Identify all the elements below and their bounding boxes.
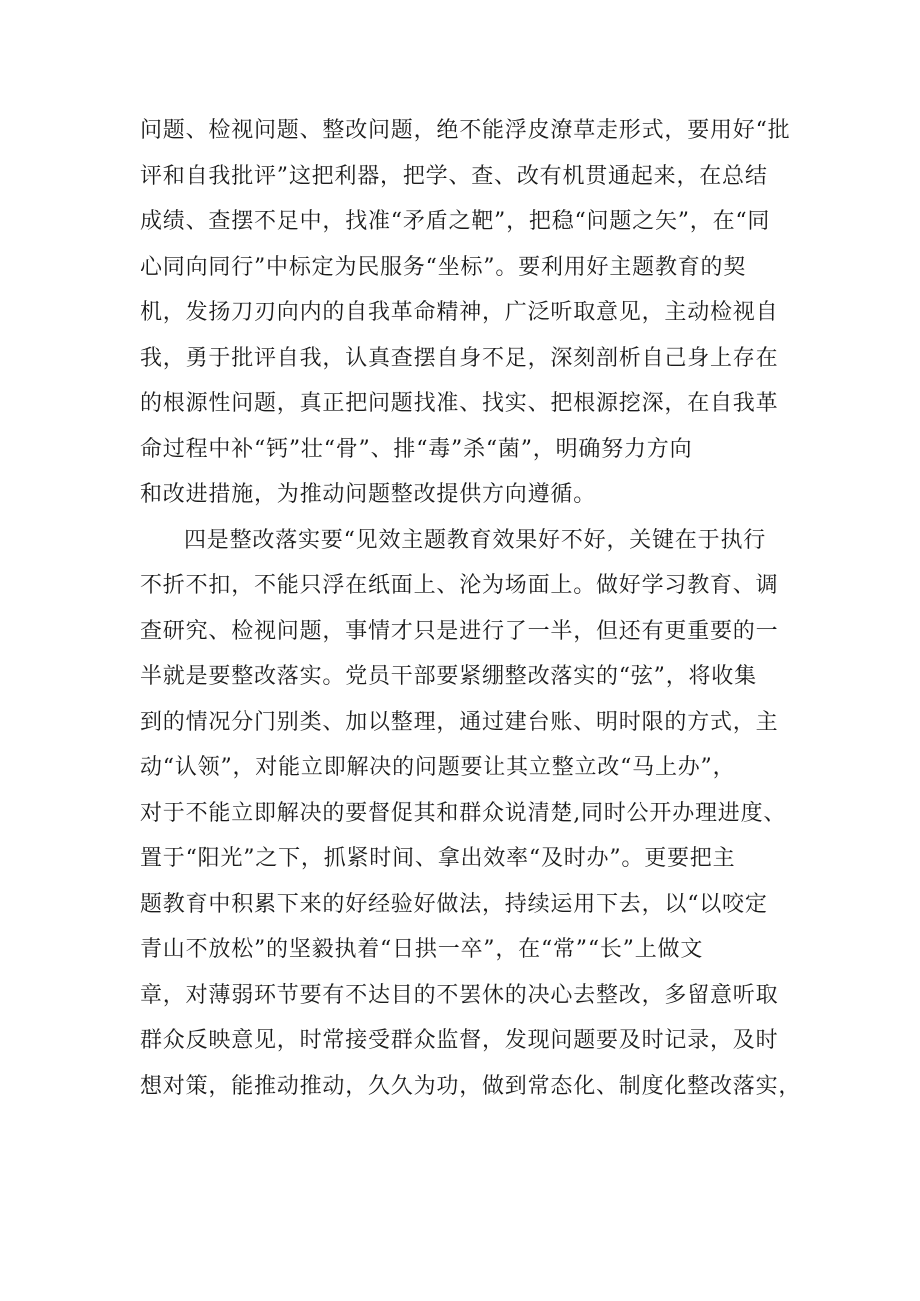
- paragraph-line: 评和自我批评”这把利器，把学、查、改有机贯通起来，在总结: [140, 163, 768, 189]
- paragraph-line: 题教育中积累下来的好经验好做法，持续运用下去，以“以咬定: [140, 891, 768, 917]
- paragraph-line: 我，勇于批评自我，认真查摆自身不足，深刻剖析自己身上存在: [140, 345, 779, 371]
- paragraph-line: 动“认领”，对能立即解决的问题要让其立整立改“马上办”，: [140, 755, 736, 780]
- paragraph-line: 想对策，能推动推动，久久为功，做到常态化、制度化整改落实，: [140, 1073, 802, 1099]
- paragraph-line: 到的情况分门别类、加以整理，通过建台账、明时限的方式，主: [140, 709, 779, 735]
- paragraph-line: 机，发扬刀刃向内的自我革命精神，广泛听取意见，主动检视自: [140, 300, 779, 325]
- paragraph-line: 四是整改落实要“见效主题教育效果好不好，关键在于执行: [184, 527, 767, 553]
- paragraph-line: 对于不能立即解决的要督促其和群众说清楚,同时公开办理进度、: [140, 800, 787, 826]
- paragraph-line: 成绩、查摆不足中，找准“矛盾之靶”，把稳“问题之矢”，在“同: [140, 209, 771, 234]
- paragraph-line: 青山不放松”的坚毅执着“日拱一卒”，在“常”“长”上做文: [140, 937, 704, 962]
- paragraph-line: 不折不扣，不能只浮在纸面上、沦为场面上。做好学习教育、调: [140, 573, 779, 598]
- paragraph-line: 群众反映意见，时常接受群众监督，发现问题要及时记录，及时: [140, 1028, 779, 1053]
- paragraph-line: 半就是要整改落实。党员干部要紧绷整改落实的“弦”，将收集: [140, 664, 757, 689]
- paragraph-line: 心同向同行”中标定为民服务“坐标”。要利用好主题教育的契: [140, 254, 747, 280]
- paragraph-line: 问题、检视问题、整改问题，绝不能浮皮潦草走形式，要用好“批: [140, 118, 791, 143]
- document-body: [140, 108, 800, 1109]
- paragraph-line: 命过程中补“钙”壮“骨”、排“毒”杀“菌”，明确努力方向: [140, 436, 693, 462]
- paragraph-line: 的根源性问题，真正把问题找准、找实、把根源挖深，在自我革: [140, 391, 779, 416]
- paragraph-line: 和改进措施，为推动问题整改提供方向遵循。: [140, 482, 597, 507]
- paragraph-2: [140, 518, 800, 1110]
- paragraph-line: 查研究、检视问题，事情才只是进行了一半，但还有更重要的一: [140, 618, 779, 644]
- paragraph-line: 置于“阳光”之下，抓紧时间、拿出效率“及时办”。更要把主: [140, 846, 736, 871]
- paragraph-1: [140, 108, 800, 518]
- paragraph-line: 章，对薄弱环节要有不达目的不罢休的决心去整改，多留意听取: [140, 982, 779, 1008]
